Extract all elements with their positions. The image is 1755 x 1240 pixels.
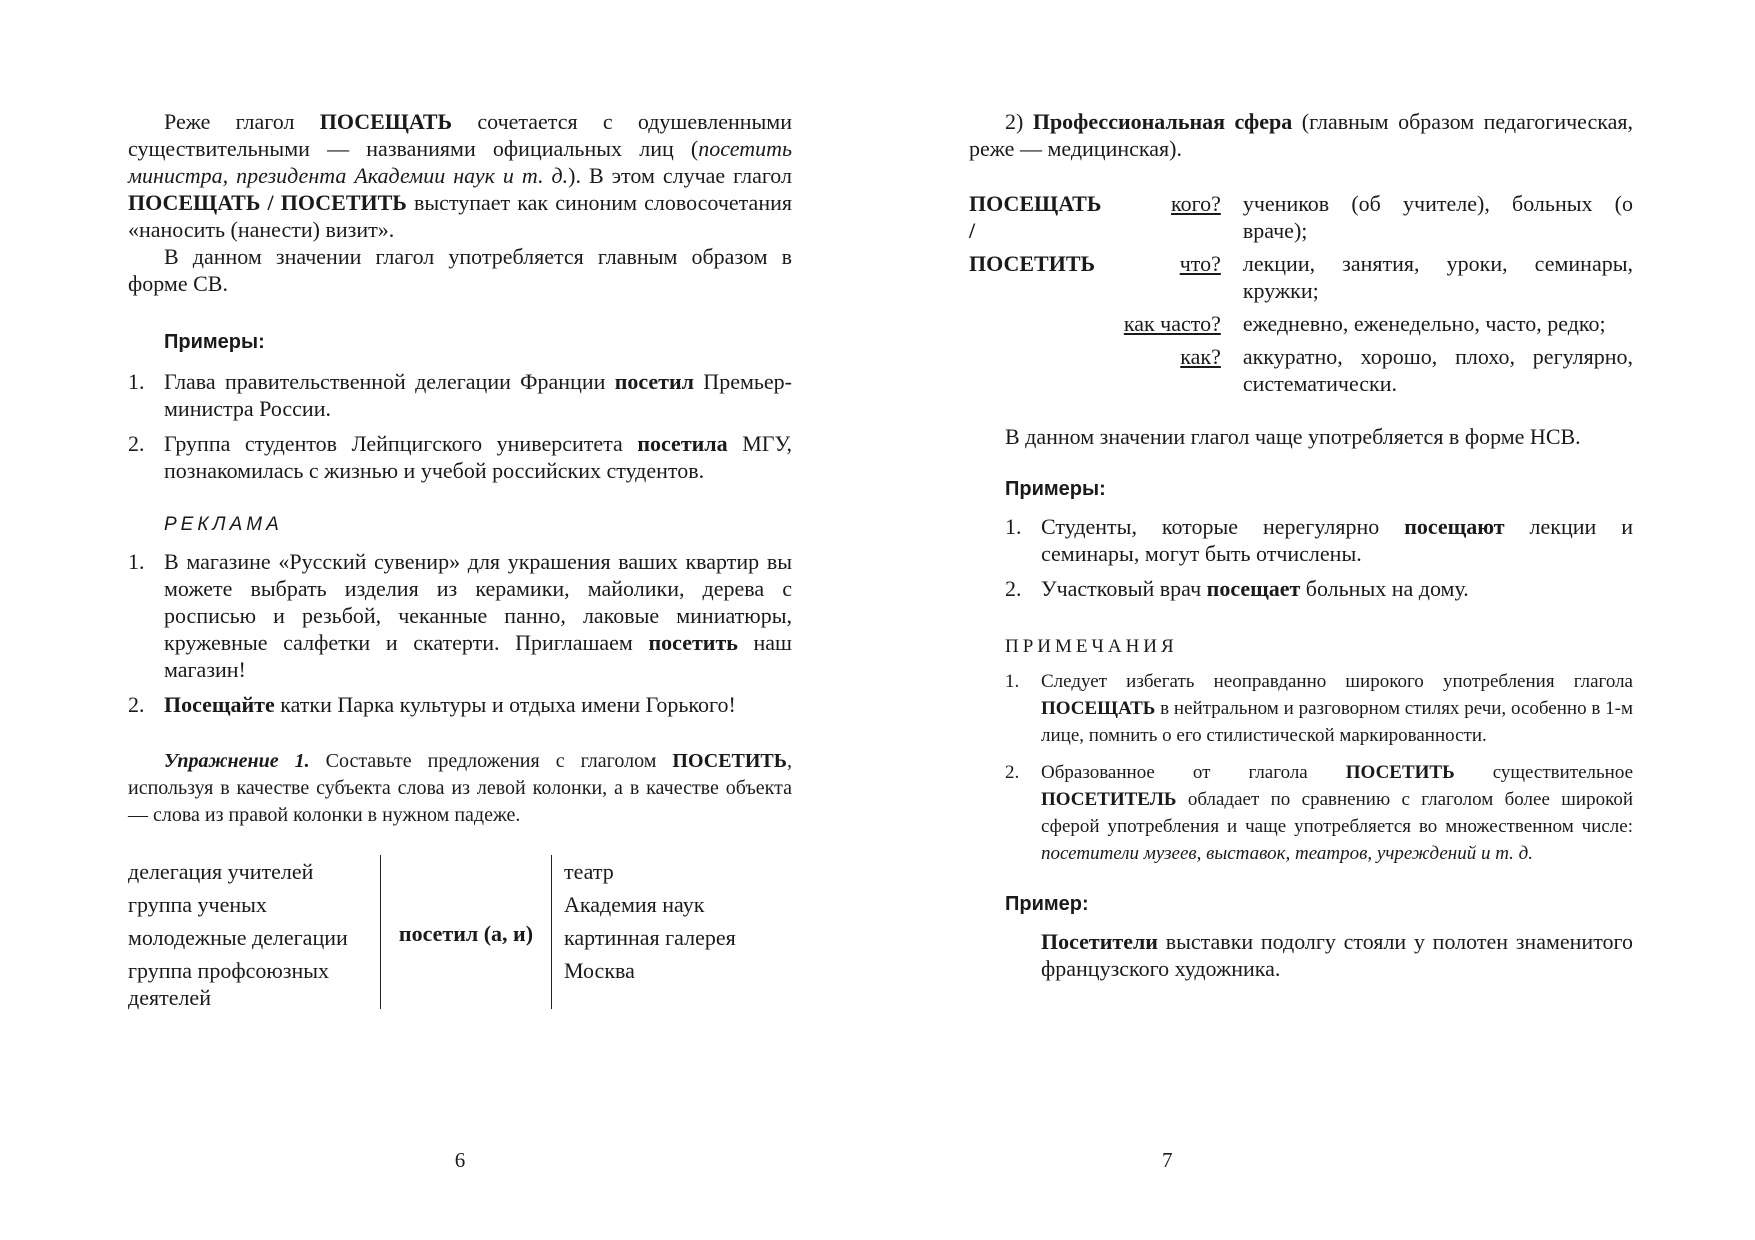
table-row [969, 310, 1633, 343]
right-page: 2) Профессиональная сфера (главным образом педагогическая, реже — медицинская). ПОСЕЩАТЬ / кого? учеников (об учителе), больных (о враче); ПОСЕТИТЬ что? лекции, занятия, уроки, семинары, кружки; как часто? ежедневно, еженедельно, часто, редко; как? аккуратно, хорошо, плохо, регулярно, систематически. В данном значении глагол чаще употребляется в форме НСВ. Примеры: 1. Студенты, которые нерегулярно посещают лекции и семинары, могут быть отчислены. 2. Участковый врач посещает больных на дому. ПРИМЕЧАНИЯ 1. Следует избегать неоправданно широкого употребления глагола ПОСЕЩАТЬ в нейтральном и разговорном стилях речи, особенно в 1-м лице, помнить о его стилистической маркированности. 2. Образованное от глагола ПОСЕТИТЬ существительное ПОСЕТИТЕЛЬ обладает по сравнению с глаголом более широкой сферой употребления и чаще употребляется во множественном числе: посетители музеев, выставок, театров, учреждений и т. д. Пример: Посетители выставки подолгу стояли у полотен знаменитого французского художника. 7 [969, 109, 1634, 1172]
exercise-label: Упражнение 1. [164, 750, 310, 772]
verb-column [380, 855, 552, 1009]
exercise-table [128, 855, 792, 1015]
text: ). В этом случае глагол [568, 163, 792, 188]
table-cell: молодежные делегации [128, 925, 348, 950]
text: сочетается с одушевленными существительными — названиями официальных лиц ( [128, 109, 792, 161]
left-page [0, 0, 877, 1240]
table-cell: как? [1180, 344, 1221, 369]
notes-heading: ПРИМЕЧАНИЯ [1005, 636, 1178, 657]
table-cell: группа ученых [128, 892, 267, 917]
right-paragraph-1: 2) Профессиональная сфера (главным образом педагогическая, реже — медицинская). [969, 109, 1633, 161]
list-item: 2. Образованное от глагола ПОСЕТИТЬ существительное ПОСЕТИТЕЛЬ обладает по сравнению с глаголом более широкой сферой употребления и чаще употребляется во множественном числе: посетители музеев, выставок, театров, учреждений и т. д. [1005, 762, 1634, 864]
left-column [128, 108, 792, 1015]
examples-list [969, 513, 1633, 602]
right-column [969, 108, 1633, 982]
list-item: 1. Глава правительственной делегации Франции посетил Премьер-министра России. [128, 369, 793, 421]
list-item: 1. Студенты, которые нерегулярно посещают лекции и семинары, могут быть отчислены. [1005, 514, 1633, 566]
list-item: 1. Следует избегать неоправданно широкого употребления глагола ПОСЕЩАТЬ в нейтральном и разговорном стилях речи, особенно в 1-м лице, помнить о его стилистической маркированности. [1005, 671, 1633, 746]
bold-text: ПОСЕЩАТЬ / ПОСЕТИТЬ [128, 190, 407, 215]
list-item: 1. В магазине «Русский сувенир» для украшения ваших квартир вы можете выбрать изделия из керамики, майолики, дерева с росписью и резьбой, чеканные панно, лаковые миниатюры, кружевные салфетки и скатерти. Приглашаем посетить наш магазин! [128, 549, 792, 682]
subjects-column [128, 855, 380, 1011]
table-cell: учеников (об учителе), больных (о враче); [1242, 191, 1633, 243]
examples-list [128, 368, 792, 484]
table-cell: картинная галерея [564, 925, 736, 950]
verb-usage-table [969, 190, 1633, 403]
text: Реже глагол [164, 109, 320, 134]
table-row [969, 250, 1633, 310]
table-cell: Академия наук [564, 892, 705, 917]
table-cell: аккуратно, хорошо, плохо, регулярно, систематически. [1242, 344, 1633, 396]
table-row [969, 190, 1633, 250]
table-cell: делегация учителей [128, 859, 314, 884]
italic-text: посетить министра, президента Академии наук и т. д. [128, 136, 792, 188]
table-cell: что? [1179, 251, 1221, 276]
table-cell: кого? [1171, 191, 1221, 216]
table-cell: лекции, занятия, уроки, семинары, кружки; [1242, 251, 1633, 303]
left-paragraph-2: В данном значении глагол употребляется главным образом в форме СВ. [128, 244, 792, 296]
table-verb: посетил (а, и) [398, 921, 534, 946]
table-cell: ежедневно, еженедельно, часто, редко; [1242, 311, 1606, 336]
examples-heading: Примеры: [1005, 478, 1106, 500]
examples-heading: Примеры: [164, 331, 265, 353]
table-cell: группа профсоюзных деятелей [128, 958, 330, 1010]
verb-label: ПОСЕЩАТЬ / [969, 191, 1102, 243]
example-heading: Пример: [1005, 893, 1089, 915]
table-row [969, 343, 1633, 403]
right-paragraph-2: В данном значении глагол чаще употребляется в форме НСВ. [1005, 424, 1581, 449]
table-cell: как часто? [1123, 311, 1221, 336]
list-item: 2. Группа студентов Лейпцигского университета посетила МГУ, познакомилась с жизнью и учебой российских студентов. [128, 431, 792, 483]
bold-text: ПОСЕЩАТЬ [319, 109, 453, 134]
objects-column [564, 855, 736, 987]
notes-list [969, 668, 1633, 867]
ads-list [128, 548, 792, 718]
table-cell: Москва [564, 958, 635, 983]
exercise-paragraph: Упражнение 1. Составьте предложения с глаголом ПОСЕТИТЬ, используя в качестве субъекта слова из левой колонки, а в качестве объекта — слова из правой колонки в нужном падеже. [128, 750, 792, 826]
left-paragraph-1 [128, 108, 792, 243]
verb-label: ПОСЕТИТЬ [969, 251, 1096, 276]
table-cell: театр [564, 859, 614, 884]
list-item: 2. Посещайте катки Парка культуры и отдыха имени Горького! [128, 692, 736, 717]
text: выступает как синоним словосочетания «наносить (нанести) визит». [128, 190, 792, 242]
page-number: 6 [454, 1148, 466, 1172]
ads-heading: РЕКЛАМА [164, 514, 283, 535]
list-item: 2. Участковый врач посещает больных на дому. [1005, 576, 1469, 601]
example-paragraph: Посетители выставки подолгу стояли у полотен знаменитого французского художника. [1041, 929, 1633, 981]
